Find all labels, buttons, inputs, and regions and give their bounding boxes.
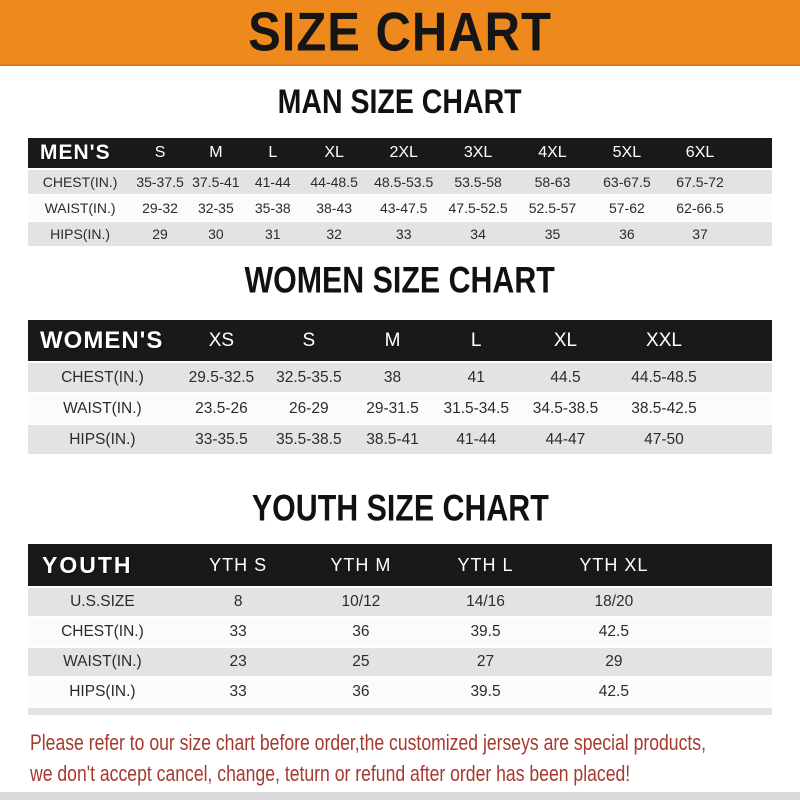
youth-size-table <box>28 542 772 708</box>
row-label: WAIST(IN.) <box>28 648 177 676</box>
spacer-cell <box>679 648 772 676</box>
size-cell: 41-44 <box>433 425 519 454</box>
size-cell: 18/20 <box>549 588 679 616</box>
column-header: YTH S <box>177 544 300 586</box>
size-cell: 38 <box>352 363 434 392</box>
youth-ussize-row <box>28 588 772 616</box>
column-header: 4XL <box>515 138 589 168</box>
size-cell: 37.5-41 <box>188 170 244 194</box>
size-cell: 25 <box>300 648 423 676</box>
size-cell: 35.5-38.5 <box>266 425 352 454</box>
size-cell: 35-37.5 <box>132 170 188 194</box>
row-label: CHEST(IN.) <box>28 618 177 646</box>
column-header: L <box>433 320 519 361</box>
size-cell: 27 <box>422 648 548 676</box>
men-size-table <box>28 136 772 248</box>
row-label: HIPS(IN.) <box>28 222 132 246</box>
size-cell: 29-31.5 <box>352 394 434 423</box>
size-cell: 29-32 <box>132 196 188 220</box>
size-cell: 42.5 <box>549 618 679 646</box>
column-header: M <box>352 320 434 361</box>
column-header: XS <box>177 320 266 361</box>
women-size-table <box>28 318 772 456</box>
size-cell: 62-66.5 <box>664 196 772 220</box>
spacer-cell <box>679 588 772 616</box>
size-cell: 32-35 <box>188 196 244 220</box>
youth-header-row <box>28 544 772 586</box>
row-label: CHEST(IN.) <box>28 363 177 392</box>
size-cell: 33 <box>177 678 300 706</box>
size-cell: 48.5-53.5 <box>367 170 441 194</box>
size-cell: 36 <box>590 222 664 246</box>
women-waist-row <box>28 394 772 423</box>
size-cell: 39.5 <box>422 618 548 646</box>
women-size-chart-title: WOMEN SIZE CHART <box>244 258 556 301</box>
size-cell: 44-47 <box>519 425 612 454</box>
size-cell: 57-62 <box>590 196 664 220</box>
size-cell: 31.5-34.5 <box>433 394 519 423</box>
column-header: 3XL <box>441 138 515 168</box>
column-header: 5XL <box>590 138 664 168</box>
size-cell: 44-48.5 <box>302 170 367 194</box>
size-cell: 29 <box>132 222 188 246</box>
spacer-cell <box>679 678 772 706</box>
size-cell: 34.5-38.5 <box>519 394 612 423</box>
women-corner-label: WOMEN'S <box>28 320 177 361</box>
size-cell: 33-35.5 <box>177 425 266 454</box>
size-cell: 44.5 <box>519 363 612 392</box>
section-heading-man <box>0 81 800 122</box>
column-header: L <box>244 138 302 168</box>
men-chest-row <box>28 170 772 194</box>
size-cell: 53.5-58 <box>441 170 515 194</box>
size-cell: 37 <box>664 222 772 246</box>
size-cell: 23.5-26 <box>177 394 266 423</box>
spacer-cell <box>679 544 772 586</box>
youth-size-chart-title: YOUTH SIZE CHART <box>251 486 549 529</box>
youth-chest-row <box>28 618 772 646</box>
size-cell: 47-50 <box>612 425 772 454</box>
size-cell: 35-38 <box>244 196 302 220</box>
size-cell: 29 <box>549 648 679 676</box>
size-cell: 44.5-48.5 <box>612 363 772 392</box>
size-cell: 67.5-72 <box>664 170 772 194</box>
youth-waist-row <box>28 648 772 676</box>
men-corner-label: MEN'S <box>28 138 132 168</box>
size-cell: 29.5-32.5 <box>177 363 266 392</box>
men-hips-row <box>28 222 772 246</box>
column-header: XL <box>519 320 612 361</box>
size-cell: 33 <box>367 222 441 246</box>
size-cell: 38-43 <box>302 196 367 220</box>
size-cell: 14/16 <box>422 588 548 616</box>
size-cell: 41-44 <box>244 170 302 194</box>
man-size-chart-title: MAN SIZE CHART <box>277 81 523 122</box>
women-header-row <box>28 320 772 361</box>
youth-corner-label: YOUTH <box>28 544 177 586</box>
size-cell: 42.5 <box>549 678 679 706</box>
size-cell: 47.5-52.5 <box>441 196 515 220</box>
size-cell: 34 <box>441 222 515 246</box>
size-cell: 30 <box>188 222 244 246</box>
bottom-strip <box>0 792 800 800</box>
column-header: XXL <box>612 320 772 361</box>
footer-note-line2: we don't accept cancel, change, teturn or refund after order has been placed! <box>30 761 631 786</box>
size-cell: 58-63 <box>515 170 589 194</box>
banner <box>0 0 800 66</box>
size-cell: 36 <box>300 618 423 646</box>
column-header: S <box>132 138 188 168</box>
size-cell: 32.5-35.5 <box>266 363 352 392</box>
size-cell: 26-29 <box>266 394 352 423</box>
row-label: CHEST(IN.) <box>28 170 132 194</box>
column-header: 6XL <box>664 138 772 168</box>
women-hips-row <box>28 425 772 454</box>
youth-hips-row <box>28 678 772 706</box>
column-header: 2XL <box>367 138 441 168</box>
column-header: XL <box>302 138 367 168</box>
size-cell: 52.5-57 <box>515 196 589 220</box>
row-label: WAIST(IN.) <box>28 196 132 220</box>
size-cell: 36 <box>300 678 423 706</box>
section-heading-youth <box>0 486 800 529</box>
men-header-row <box>28 138 772 168</box>
section-heading-women <box>0 258 800 301</box>
column-header: S <box>266 320 352 361</box>
column-header: YTH XL <box>549 544 679 586</box>
size-cell: 38.5-42.5 <box>612 394 772 423</box>
size-cell: 63-67.5 <box>590 170 664 194</box>
size-cell: 33 <box>177 618 300 646</box>
footer-note <box>30 727 800 789</box>
size-cell: 35 <box>515 222 589 246</box>
size-cell: 10/12 <box>300 588 423 616</box>
women-chest-row <box>28 363 772 392</box>
spacer-cell <box>679 618 772 646</box>
footer-note-line1: Please refer to our size chart before order,the customized jerseys are special products, <box>30 730 706 755</box>
men-waist-row <box>28 196 772 220</box>
size-cell: 31 <box>244 222 302 246</box>
row-label: HIPS(IN.) <box>28 425 177 454</box>
row-label: WAIST(IN.) <box>28 394 177 423</box>
size-cell: 23 <box>177 648 300 676</box>
size-cell: 32 <box>302 222 367 246</box>
row-label: U.S.SIZE <box>28 588 177 616</box>
size-cell: 43-47.5 <box>367 196 441 220</box>
youth-table-bottom-strip <box>28 708 772 715</box>
row-label: HIPS(IN.) <box>28 678 177 706</box>
column-header: YTH L <box>422 544 548 586</box>
size-cell: 8 <box>177 588 300 616</box>
column-header: YTH M <box>300 544 423 586</box>
column-header: M <box>188 138 244 168</box>
size-cell: 38.5-41 <box>352 425 434 454</box>
size-cell: 39.5 <box>422 678 548 706</box>
banner-title: SIZE CHART <box>248 1 552 63</box>
size-cell: 41 <box>433 363 519 392</box>
